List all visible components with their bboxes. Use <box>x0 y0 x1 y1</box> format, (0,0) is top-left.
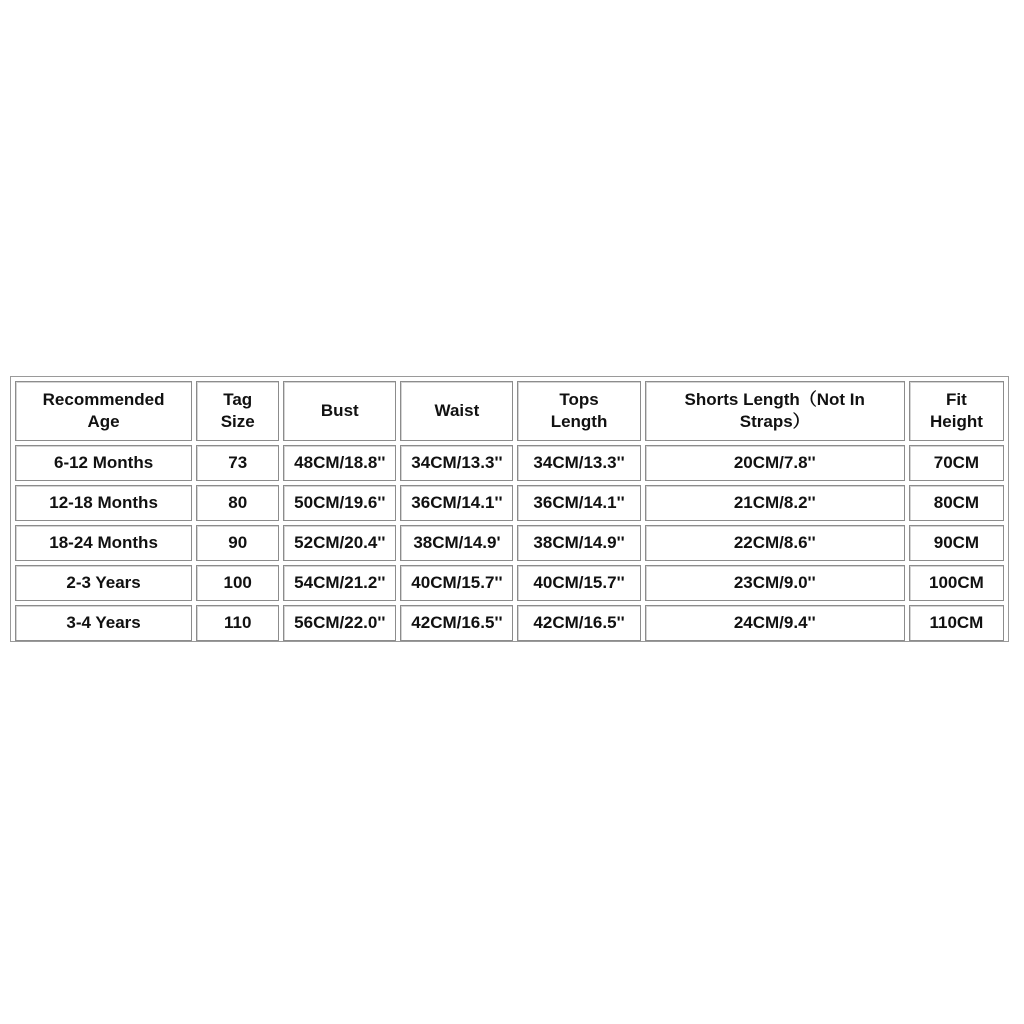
cell-age: 12-18 Months <box>15 485 192 521</box>
header-label: Height <box>929 412 983 431</box>
cell-age: 2-3 Years <box>15 565 192 601</box>
cell-shorts-length: 20CM/7.8'' <box>645 445 905 481</box>
header-waist <box>400 381 513 441</box>
cell-tag-size: 90 <box>196 525 279 561</box>
cell-tops-length: 34CM/13.3'' <box>517 445 640 481</box>
header-label: Fit <box>946 390 967 409</box>
table-row <box>15 605 1004 641</box>
header-recommended-age <box>15 381 192 441</box>
header-label: Tops <box>559 390 599 409</box>
header-label: Age <box>87 412 120 431</box>
header-bust <box>283 381 396 441</box>
header-fit-height <box>909 381 1004 441</box>
header-label: Shorts Length（Not In <box>684 390 865 409</box>
cell-tag-size: 73 <box>196 445 279 481</box>
cell-tag-size: 80 <box>196 485 279 521</box>
cell-shorts-length: 22CM/8.6'' <box>645 525 905 561</box>
cell-fit-height: 90CM <box>909 525 1004 561</box>
cell-age: 18-24 Months <box>15 525 192 561</box>
cell-tops-length: 40CM/15.7'' <box>517 565 640 601</box>
header-label: Recommended <box>42 390 165 409</box>
header-label: Waist <box>434 401 480 420</box>
cell-shorts-length: 24CM/9.4'' <box>645 605 905 641</box>
cell-age: 3-4 Years <box>15 605 192 641</box>
cell-fit-height: 70CM <box>909 445 1004 481</box>
header-label: Straps） <box>739 412 810 431</box>
header-tops-length <box>517 381 640 441</box>
cell-fit-height: 110CM <box>909 605 1004 641</box>
cell-tag-size: 100 <box>196 565 279 601</box>
cell-tops-length: 42CM/16.5'' <box>517 605 640 641</box>
header-label: Bust <box>320 401 359 420</box>
cell-fit-height: 80CM <box>909 485 1004 521</box>
size-chart-table <box>11 377 1008 645</box>
cell-bust: 56CM/22.0'' <box>283 605 396 641</box>
cell-shorts-length: 21CM/8.2'' <box>645 485 905 521</box>
table-row <box>15 565 1004 601</box>
cell-tag-size: 110 <box>196 605 279 641</box>
cell-waist: 42CM/16.5'' <box>400 605 513 641</box>
cell-waist: 34CM/13.3'' <box>400 445 513 481</box>
header-shorts-length <box>645 381 905 441</box>
cell-bust: 52CM/20.4'' <box>283 525 396 561</box>
cell-waist: 36CM/14.1'' <box>400 485 513 521</box>
table-row <box>15 445 1004 481</box>
cell-tops-length: 36CM/14.1'' <box>517 485 640 521</box>
table-row <box>15 525 1004 561</box>
table-row <box>15 485 1004 521</box>
cell-bust: 54CM/21.2'' <box>283 565 396 601</box>
header-label: Tag <box>223 390 253 409</box>
header-row <box>15 381 1004 441</box>
cell-waist: 38CM/14.9' <box>400 525 513 561</box>
cell-age: 6-12 Months <box>15 445 192 481</box>
header-label: Length <box>550 412 608 431</box>
cell-waist: 40CM/15.7'' <box>400 565 513 601</box>
cell-fit-height: 100CM <box>909 565 1004 601</box>
header-tag-size <box>196 381 279 441</box>
cell-shorts-length: 23CM/9.0'' <box>645 565 905 601</box>
header-label: Size <box>220 412 255 431</box>
cell-bust: 50CM/19.6'' <box>283 485 396 521</box>
cell-tops-length: 38CM/14.9'' <box>517 525 640 561</box>
size-chart <box>10 376 1009 642</box>
cell-bust: 48CM/18.8'' <box>283 445 396 481</box>
